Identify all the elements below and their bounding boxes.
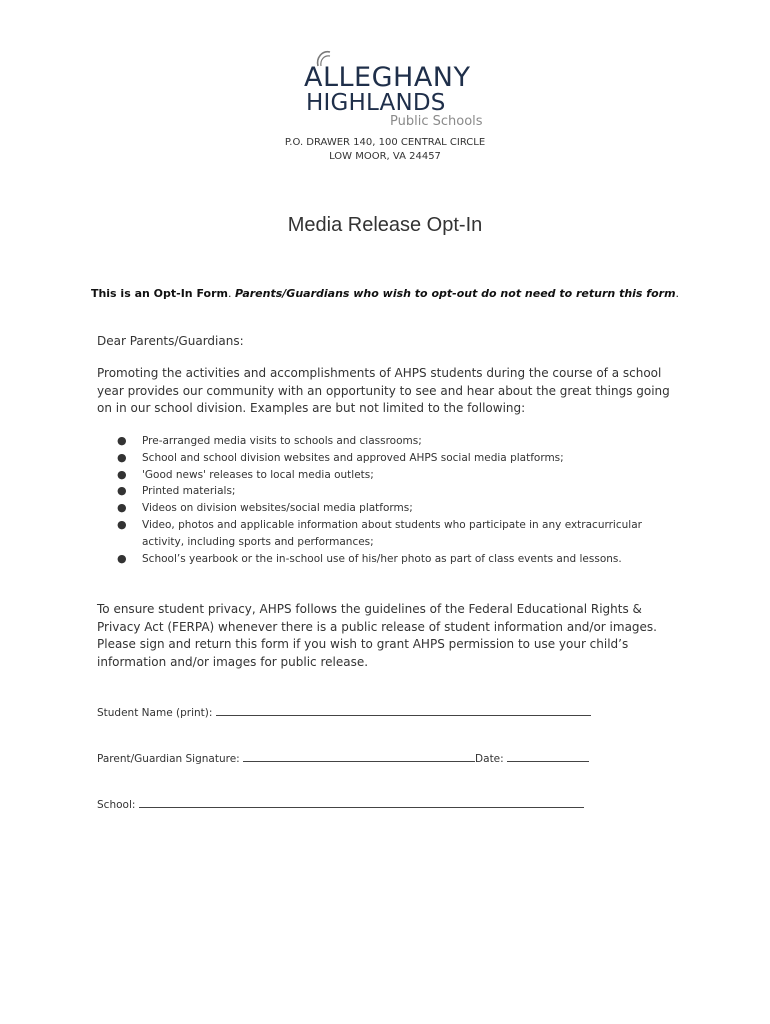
page-title: Media Release Opt-In [287,214,483,236]
list-item-text: Pre-arranged media visits to schools and classrooms; [142,435,422,447]
optin-italic: Parents/Guardians who wish to opt-out do not need to return this form [234,287,676,300]
list-item [97,467,657,484]
list-item [97,551,657,568]
bullet-icon: ● [117,450,127,464]
address-line2: LOW MOOR, VA 24457 [329,151,441,162]
district-logo [300,48,483,134]
logo-text-line2: HIGHLANDS [306,90,446,116]
optin-end: . [675,287,680,300]
address-line1: P.O. DRAWER 140, 100 CENTRAL CIRCLE [284,137,486,148]
list-item-text: Videos on division websites/social media platforms; [142,502,413,515]
list-item-text: Video, photos and applicable information about students who participate in any extracurricular activity, including sports and performances; [142,518,642,548]
student-name-line[interactable] [216,705,591,716]
list-item-text: 'Good news' releases to local media outlets; [142,468,374,481]
signature-label: Parent/Guardian Signature: [97,753,244,765]
school-field[interactable] [97,797,584,811]
list-item-text: School’s yearbook or the in-school use of his/her photo as part of class events and lessons. [142,552,622,565]
optin-sep: . [227,287,235,300]
greeting: Dear Parents/Guardians: [97,334,244,348]
bullet-icon: ● [117,501,127,515]
school-line[interactable] [139,797,584,808]
list-item [97,517,657,551]
bullet-icon: ● [117,551,127,565]
bullet-icon: ● [117,484,127,498]
list-item [97,450,657,467]
student-name-field[interactable] [97,705,591,719]
list-item-text: Printed materials; [142,485,236,498]
student-name-label: Student Name (print): [97,707,216,719]
bullet-icon: ● [117,467,127,481]
privacy-paragraph: To ensure student privacy, AHPS follows the guidelines of the Federal Educational Rights & Privacy Act (FERPA) whenever there is a public release of student information and/or images. Please sign and return this form if you wish to grant AHPS permission to use your child’s information and/or images for public release. [97,602,657,669]
list-item [97,433,657,450]
list-item [97,483,657,500]
optin-notice [0,287,770,300]
logo-text-line3: Public Schools [390,114,483,129]
bullet-icon: ● [117,434,127,447]
intro-paragraph: Promoting the activities and accomplishments of AHPS students during the course of a school year provides our community with an opportunity to see and hear about the great things going on in our school division. Examples are but not limited to the following: [97,366,670,415]
logo-text-line1: ALLEGHANY [304,62,471,93]
list-item-text: School and school division websites and approved AHPS social media platforms; [142,451,564,464]
list-item [97,500,657,517]
bullet-icon: ● [117,517,127,531]
optin-bold: This is an Opt-In Form [90,287,228,300]
signature-line[interactable] [243,751,475,762]
date-line[interactable] [507,751,589,762]
school-label: School: [97,799,139,811]
examples-list [97,433,657,567]
date-label: Date: [475,753,508,765]
signature-field[interactable] [97,751,589,765]
